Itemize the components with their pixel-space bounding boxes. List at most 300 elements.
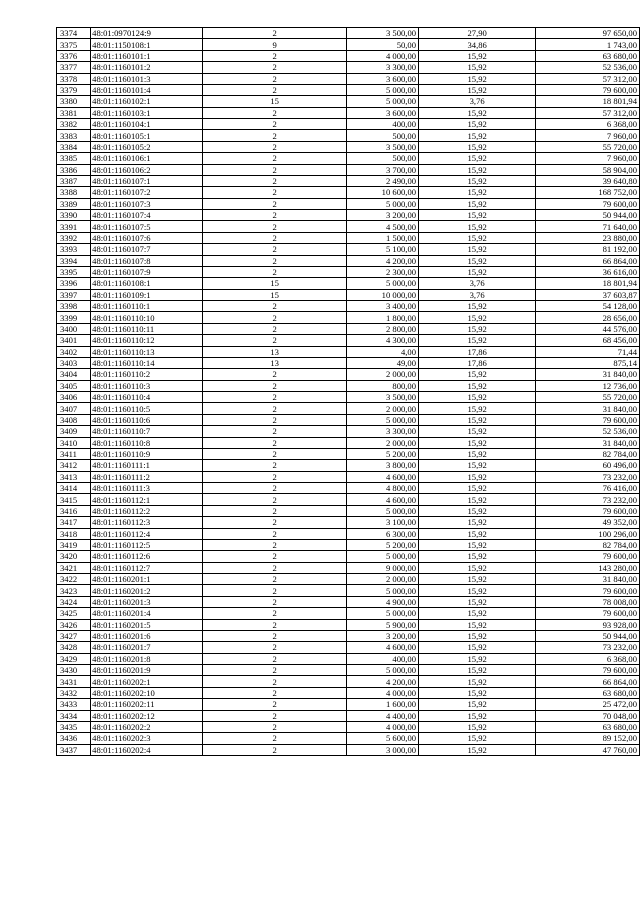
cadastral-number-cell: 48:01:1160201:7 [91, 642, 203, 653]
value-cell: 28 656,00 [536, 312, 640, 323]
cadastral-number-cell: 48:01:1160101:1 [91, 50, 203, 61]
value-cell: 57 312,00 [536, 73, 640, 84]
category-code-cell: 2 [202, 596, 347, 607]
row-number-cell: 3414 [57, 483, 91, 494]
category-code-cell: 2 [202, 528, 347, 539]
area-cell: 400,00 [347, 653, 419, 664]
row-number-cell: 3404 [57, 369, 91, 380]
value-cell: 82 784,00 [536, 448, 640, 459]
rate-cell: 15,92 [419, 585, 536, 596]
value-cell: 63 680,00 [536, 50, 640, 61]
table-row [57, 608, 640, 619]
value-cell: 71 640,00 [536, 221, 640, 232]
row-number-cell: 3393 [57, 244, 91, 255]
table-row [57, 323, 640, 334]
rate-cell: 17,86 [419, 346, 536, 357]
row-number-cell: 3406 [57, 392, 91, 403]
rate-cell: 15,92 [419, 733, 536, 744]
area-cell: 4 900,00 [347, 596, 419, 607]
cadastral-number-cell: 48:01:1150108:1 [91, 39, 203, 50]
table-row [57, 62, 640, 73]
category-code-cell: 2 [202, 232, 347, 243]
value-cell: 31 840,00 [536, 437, 640, 448]
area-cell: 3 500,00 [347, 392, 419, 403]
category-code-cell: 2 [202, 323, 347, 334]
area-cell: 5 200,00 [347, 448, 419, 459]
category-code-cell: 2 [202, 198, 347, 209]
area-cell: 3 500,00 [347, 28, 419, 39]
rate-cell: 15,92 [419, 630, 536, 641]
value-cell: 89 152,00 [536, 733, 640, 744]
area-cell: 2 000,00 [347, 369, 419, 380]
rate-cell: 15,92 [419, 141, 536, 152]
table-row [57, 528, 640, 539]
value-cell: 23 880,00 [536, 232, 640, 243]
value-cell: 66 864,00 [536, 255, 640, 266]
area-cell: 5 000,00 [347, 505, 419, 516]
category-code-cell: 2 [202, 130, 347, 141]
table-row [57, 96, 640, 107]
table-row [57, 198, 640, 209]
category-code-cell: 2 [202, 517, 347, 528]
category-code-cell: 2 [202, 392, 347, 403]
row-number-cell: 3415 [57, 494, 91, 505]
row-number-cell: 3399 [57, 312, 91, 323]
value-cell: 50 944,00 [536, 210, 640, 221]
area-cell: 5 000,00 [347, 414, 419, 425]
row-number-cell: 3423 [57, 585, 91, 596]
cadastral-number-cell: 48:01:1160202:12 [91, 710, 203, 721]
category-code-cell: 2 [202, 312, 347, 323]
value-cell: 52 536,00 [536, 426, 640, 437]
cadastral-number-cell: 48:01:1160110:13 [91, 346, 203, 357]
rate-cell: 15,92 [419, 380, 536, 391]
rate-cell: 15,92 [419, 175, 536, 186]
cadastral-number-cell: 48:01:1160110:7 [91, 426, 203, 437]
table-row [57, 460, 640, 471]
rate-cell: 15,92 [419, 744, 536, 755]
cadastral-number-cell: 48:01:1160105:1 [91, 130, 203, 141]
value-cell: 57 312,00 [536, 107, 640, 118]
cadastral-number-cell: 48:01:1160112:1 [91, 494, 203, 505]
category-code-cell: 2 [202, 107, 347, 118]
row-number-cell: 3426 [57, 619, 91, 630]
value-cell: 97 650,00 [536, 28, 640, 39]
cadastral-number-cell: 48:01:1160106:2 [91, 164, 203, 175]
category-code-cell: 2 [202, 721, 347, 732]
area-cell: 5 000,00 [347, 278, 419, 289]
table-row [57, 426, 640, 437]
area-cell: 3 100,00 [347, 517, 419, 528]
row-number-cell: 3403 [57, 357, 91, 368]
row-number-cell: 3429 [57, 653, 91, 664]
category-code-cell: 2 [202, 710, 347, 721]
rate-cell: 15,92 [419, 130, 536, 141]
row-number-cell: 3421 [57, 562, 91, 573]
cadastral-number-cell: 48:01:1160105:2 [91, 141, 203, 152]
value-cell: 78 008,00 [536, 596, 640, 607]
row-number-cell: 3418 [57, 528, 91, 539]
value-cell: 54 128,00 [536, 301, 640, 312]
rate-cell: 15,92 [419, 528, 536, 539]
row-number-cell: 3387 [57, 175, 91, 186]
cadastral-number-cell: 48:01:1160110:11 [91, 323, 203, 334]
area-cell: 3 300,00 [347, 426, 419, 437]
table-row [57, 642, 640, 653]
row-number-cell: 3435 [57, 721, 91, 732]
row-number-cell: 3402 [57, 346, 91, 357]
area-cell: 2 800,00 [347, 323, 419, 334]
row-number-cell: 3400 [57, 323, 91, 334]
area-cell: 50,00 [347, 39, 419, 50]
cadastral-number-cell: 48:01:1160201:3 [91, 596, 203, 607]
category-code-cell: 2 [202, 653, 347, 664]
rate-cell: 15,92 [419, 107, 536, 118]
area-cell: 5 000,00 [347, 551, 419, 562]
rate-cell: 15,92 [419, 153, 536, 164]
area-cell: 5 000,00 [347, 665, 419, 676]
table-row [57, 403, 640, 414]
area-cell: 10 000,00 [347, 289, 419, 300]
table-row [57, 494, 640, 505]
category-code-cell: 2 [202, 380, 347, 391]
table-row [57, 369, 640, 380]
row-number-cell: 3430 [57, 665, 91, 676]
table-row [57, 221, 640, 232]
cadastral-number-cell: 48:01:1160202:3 [91, 733, 203, 744]
table-row [57, 699, 640, 710]
table-row [57, 562, 640, 573]
table-row [57, 119, 640, 130]
category-code-cell: 2 [202, 73, 347, 84]
value-cell: 39 640,80 [536, 175, 640, 186]
category-code-cell: 2 [202, 687, 347, 698]
row-number-cell: 3408 [57, 414, 91, 425]
row-number-cell: 3395 [57, 266, 91, 277]
table-row [57, 665, 640, 676]
rate-cell: 15,92 [419, 665, 536, 676]
cadastral-number-cell: 48:01:1160107:3 [91, 198, 203, 209]
row-number-cell: 3405 [57, 380, 91, 391]
area-cell: 3 800,00 [347, 460, 419, 471]
value-cell: 18 801,94 [536, 96, 640, 107]
value-cell: 875,14 [536, 357, 640, 368]
category-code-cell: 2 [202, 244, 347, 255]
value-cell: 37 603,87 [536, 289, 640, 300]
value-cell: 168 752,00 [536, 187, 640, 198]
cadastral-number-cell: 48:01:1160201:5 [91, 619, 203, 630]
table-row [57, 244, 640, 255]
area-cell: 4 200,00 [347, 676, 419, 687]
category-code-cell: 2 [202, 28, 347, 39]
row-number-cell: 3434 [57, 710, 91, 721]
area-cell: 2 000,00 [347, 574, 419, 585]
rate-cell: 15,92 [419, 721, 536, 732]
cadastral-number-cell: 48:01:1160201:6 [91, 630, 203, 641]
area-cell: 4 600,00 [347, 471, 419, 482]
rate-cell: 15,92 [419, 539, 536, 550]
table-row [57, 73, 640, 84]
table-row [57, 687, 640, 698]
row-number-cell: 3397 [57, 289, 91, 300]
value-cell: 6 368,00 [536, 119, 640, 130]
cadastral-number-cell: 48:01:1160110:14 [91, 357, 203, 368]
cadastral-number-cell: 48:01:1160110:5 [91, 403, 203, 414]
table-body [57, 28, 640, 756]
table-row [57, 505, 640, 516]
cadastral-number-cell: 48:01:1160107:6 [91, 232, 203, 243]
cadastral-number-cell: 48:01:1160111:1 [91, 460, 203, 471]
category-code-cell: 2 [202, 494, 347, 505]
category-code-cell: 2 [202, 62, 347, 73]
cadastral-number-cell: 48:01:1160111:3 [91, 483, 203, 494]
row-number-cell: 3417 [57, 517, 91, 528]
rate-cell: 15,92 [419, 562, 536, 573]
register-page [56, 27, 640, 756]
row-number-cell: 3376 [57, 50, 91, 61]
rate-cell: 15,92 [419, 221, 536, 232]
rate-cell: 15,92 [419, 437, 536, 448]
table-row [57, 392, 640, 403]
category-code-cell: 2 [202, 630, 347, 641]
value-cell: 79 600,00 [536, 505, 640, 516]
row-number-cell: 3424 [57, 596, 91, 607]
row-number-cell: 3383 [57, 130, 91, 141]
area-cell: 3 700,00 [347, 164, 419, 175]
value-cell: 73 232,00 [536, 642, 640, 653]
area-cell: 2 000,00 [347, 437, 419, 448]
cadastral-number-cell: 48:01:1160201:9 [91, 665, 203, 676]
rate-cell: 27,90 [419, 28, 536, 39]
category-code-cell: 15 [202, 278, 347, 289]
value-cell: 82 784,00 [536, 539, 640, 550]
area-cell: 2 490,00 [347, 175, 419, 186]
table-row [57, 301, 640, 312]
category-code-cell: 15 [202, 96, 347, 107]
rate-cell: 3,76 [419, 278, 536, 289]
cadastral-number-cell: 48:01:1160101:2 [91, 62, 203, 73]
area-cell: 4 200,00 [347, 255, 419, 266]
value-cell: 7 960,00 [536, 153, 640, 164]
area-cell: 5 000,00 [347, 96, 419, 107]
area-cell: 500,00 [347, 130, 419, 141]
value-cell: 79 600,00 [536, 551, 640, 562]
cadastral-number-cell: 48:01:1160110:12 [91, 335, 203, 346]
category-code-cell: 2 [202, 460, 347, 471]
table-row [57, 539, 640, 550]
cadastral-number-cell: 48:01:0970124:9 [91, 28, 203, 39]
table-row [57, 289, 640, 300]
rate-cell: 15,92 [419, 301, 536, 312]
category-code-cell: 2 [202, 642, 347, 653]
cadastral-number-cell: 48:01:1160112:6 [91, 551, 203, 562]
area-cell: 3 300,00 [347, 62, 419, 73]
area-cell: 3 600,00 [347, 73, 419, 84]
rate-cell: 15,92 [419, 198, 536, 209]
row-number-cell: 3381 [57, 107, 91, 118]
table-row [57, 483, 640, 494]
rate-cell: 15,92 [419, 710, 536, 721]
table-row [57, 28, 640, 39]
area-cell: 1 600,00 [347, 699, 419, 710]
cadastral-number-cell: 48:01:1160112:7 [91, 562, 203, 573]
row-number-cell: 3437 [57, 744, 91, 755]
rate-cell: 15,92 [419, 596, 536, 607]
area-cell: 4,00 [347, 346, 419, 357]
row-number-cell: 3391 [57, 221, 91, 232]
value-cell: 66 864,00 [536, 676, 640, 687]
table-row [57, 84, 640, 95]
cadastral-number-cell: 48:01:1160202:11 [91, 699, 203, 710]
cadastral-number-cell: 48:01:1160110:9 [91, 448, 203, 459]
category-code-cell: 2 [202, 665, 347, 676]
cadastral-number-cell: 48:01:1160104:1 [91, 119, 203, 130]
area-cell: 1 800,00 [347, 312, 419, 323]
rate-cell: 15,92 [419, 84, 536, 95]
value-cell: 36 616,00 [536, 266, 640, 277]
row-number-cell: 3378 [57, 73, 91, 84]
area-cell: 4 000,00 [347, 687, 419, 698]
area-cell: 3 600,00 [347, 107, 419, 118]
table-row [57, 255, 640, 266]
table-row [57, 630, 640, 641]
area-cell: 49,00 [347, 357, 419, 368]
rate-cell: 15,92 [419, 687, 536, 698]
category-code-cell: 2 [202, 562, 347, 573]
table-row [57, 448, 640, 459]
row-number-cell: 3386 [57, 164, 91, 175]
category-code-cell: 2 [202, 448, 347, 459]
category-code-cell: 2 [202, 266, 347, 277]
table-row [57, 312, 640, 323]
category-code-cell: 2 [202, 301, 347, 312]
rate-cell: 15,92 [419, 323, 536, 334]
rate-cell: 15,92 [419, 50, 536, 61]
cadastral-number-cell: 48:01:1160110:2 [91, 369, 203, 380]
category-code-cell: 2 [202, 585, 347, 596]
value-cell: 44 576,00 [536, 323, 640, 334]
row-number-cell: 3396 [57, 278, 91, 289]
row-number-cell: 3425 [57, 608, 91, 619]
area-cell: 5 200,00 [347, 539, 419, 550]
rate-cell: 15,92 [419, 551, 536, 562]
value-cell: 81 192,00 [536, 244, 640, 255]
table-row [57, 653, 640, 664]
category-code-cell: 2 [202, 255, 347, 266]
row-number-cell: 3385 [57, 153, 91, 164]
value-cell: 76 416,00 [536, 483, 640, 494]
value-cell: 100 296,00 [536, 528, 640, 539]
area-cell: 4 300,00 [347, 335, 419, 346]
value-cell: 71,44 [536, 346, 640, 357]
table-row [57, 278, 640, 289]
area-cell: 500,00 [347, 153, 419, 164]
table-row [57, 471, 640, 482]
row-number-cell: 3401 [57, 335, 91, 346]
table-row [57, 733, 640, 744]
table-row [57, 357, 640, 368]
area-cell: 10 600,00 [347, 187, 419, 198]
category-code-cell: 2 [202, 574, 347, 585]
rate-cell: 15,92 [419, 653, 536, 664]
category-code-cell: 2 [202, 539, 347, 550]
category-code-cell: 9 [202, 39, 347, 50]
category-code-cell: 2 [202, 483, 347, 494]
row-number-cell: 3394 [57, 255, 91, 266]
rate-cell: 15,92 [419, 494, 536, 505]
area-cell: 800,00 [347, 380, 419, 391]
rate-cell: 15,92 [419, 426, 536, 437]
row-number-cell: 3413 [57, 471, 91, 482]
row-number-cell: 3432 [57, 687, 91, 698]
row-number-cell: 3412 [57, 460, 91, 471]
cadastral-number-cell: 48:01:1160202:1 [91, 676, 203, 687]
cadastral-number-cell: 48:01:1160112:4 [91, 528, 203, 539]
rate-cell: 15,92 [419, 471, 536, 482]
row-number-cell: 3374 [57, 28, 91, 39]
value-cell: 31 840,00 [536, 369, 640, 380]
cadastral-number-cell: 48:01:1160107:7 [91, 244, 203, 255]
row-number-cell: 3389 [57, 198, 91, 209]
rate-cell: 15,92 [419, 403, 536, 414]
value-cell: 70 048,00 [536, 710, 640, 721]
category-code-cell: 2 [202, 84, 347, 95]
table-row [57, 676, 640, 687]
rate-cell: 15,92 [419, 312, 536, 323]
cadastral-number-cell: 48:01:1160201:2 [91, 585, 203, 596]
row-number-cell: 3419 [57, 539, 91, 550]
rate-cell: 15,92 [419, 505, 536, 516]
row-number-cell: 3382 [57, 119, 91, 130]
area-cell: 3 200,00 [347, 630, 419, 641]
area-cell: 4 000,00 [347, 50, 419, 61]
value-cell: 55 720,00 [536, 392, 640, 403]
rate-cell: 3,76 [419, 96, 536, 107]
table-row [57, 107, 640, 118]
cadastral-number-cell: 48:01:1160201:1 [91, 574, 203, 585]
value-cell: 1 743,00 [536, 39, 640, 50]
table-row [57, 50, 640, 61]
table-row [57, 585, 640, 596]
rate-cell: 15,92 [419, 244, 536, 255]
area-cell: 400,00 [347, 119, 419, 130]
area-cell: 2 300,00 [347, 266, 419, 277]
rate-cell: 15,92 [419, 164, 536, 175]
table-row [57, 437, 640, 448]
table-row [57, 266, 640, 277]
land-plot-table [56, 27, 640, 756]
rate-cell: 15,92 [419, 255, 536, 266]
row-number-cell: 3428 [57, 642, 91, 653]
value-cell: 49 352,00 [536, 517, 640, 528]
rate-cell: 15,92 [419, 210, 536, 221]
cadastral-number-cell: 48:01:1160110:8 [91, 437, 203, 448]
value-cell: 7 960,00 [536, 130, 640, 141]
category-code-cell: 2 [202, 164, 347, 175]
table-row [57, 141, 640, 152]
rate-cell: 15,92 [419, 608, 536, 619]
rate-cell: 15,92 [419, 699, 536, 710]
rate-cell: 15,92 [419, 369, 536, 380]
area-cell: 4 000,00 [347, 721, 419, 732]
rate-cell: 15,92 [419, 392, 536, 403]
value-cell: 79 600,00 [536, 608, 640, 619]
table-row [57, 39, 640, 50]
value-cell: 12 736,00 [536, 380, 640, 391]
cadastral-number-cell: 48:01:1160110:10 [91, 312, 203, 323]
cadastral-number-cell: 48:01:1160201:4 [91, 608, 203, 619]
table-row [57, 164, 640, 175]
